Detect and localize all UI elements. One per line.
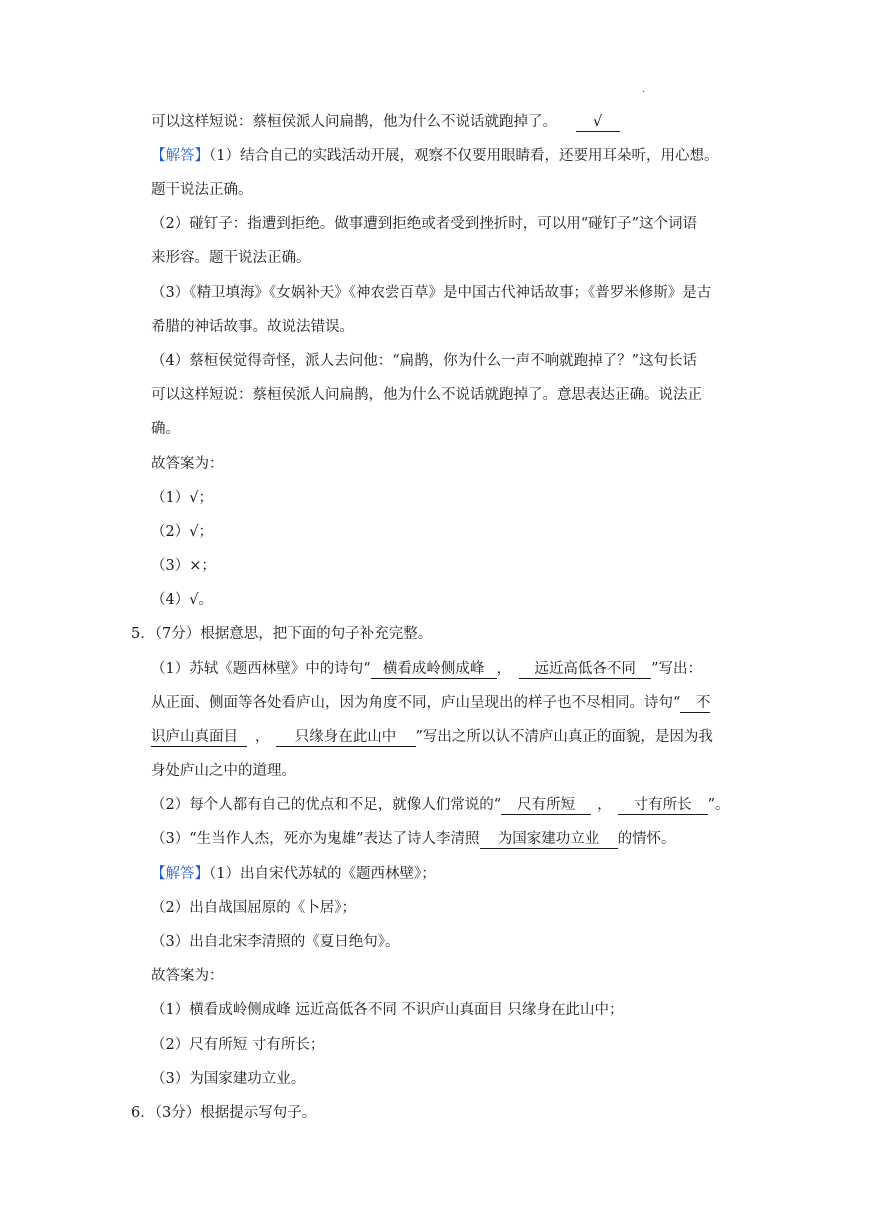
conclusion-label: 故答案为： [151,968,224,984]
q5-sub1-line1 [151,659,702,679]
prompt-text: 的情怀。 [617,831,676,847]
answer-tag: 【解答】 [151,148,209,164]
conclusion-label: 故答案为： [151,456,224,472]
separator: ， [496,661,512,677]
answer-line: （4）蔡桓侯觉得奇怪，派人去问他：“扁鹊，你为什么一声不响就跑掉了？”这句长话 [151,353,698,369]
result-line: （1）√； [151,490,213,506]
result-line: （2）尺有所短 寸有所长； [151,1037,325,1053]
fill-blank: 横看成岭侧成峰 [371,661,497,679]
q5-sub1-line4: 身处庐山之中的道理。 [151,763,296,779]
prompt-text: 从正面、侧面等各处看庐山，因为角度不同，庐山呈现出的样子也不尽相同。诗句“ [151,695,681,711]
page-dot: . [642,84,646,95]
result-line: （3）为国家建功立业。 [151,1071,306,1087]
answer-blank: √ [576,114,620,132]
prompt-text: （2）每个人都有自己的优点和不足，就像人们常说的“ [151,797,502,813]
fill-blank: 寸有所长 [618,797,708,815]
fill-blank: 只缘身在此山中 [276,729,416,747]
prompt-text: ”。 [707,797,730,813]
answer-line: 题干说法正确。 [151,182,253,198]
answer-line: （3）《精卫填海》《女娲补天》《神农尝百草》是中国古代神话故事；《普罗米修斯》是古 [151,285,712,301]
fill-blank: 尺有所短 [501,797,591,815]
answer-line: 可以这样短说：蔡桓侯派人问扁鹊，他为什么不说话就跑掉了。意思表达正确。说法正 [151,387,702,403]
q5-sub1-line3 [151,727,713,747]
separator: ， [597,797,612,813]
answer-line [151,146,718,166]
prompt-text: ”写出： [651,661,703,677]
answer-line: （3）出自北宋李清照的《夏日绝句》。 [151,934,400,950]
result-line: （3）×； [151,558,216,574]
answer-line: 确。 [151,421,180,437]
result-line: （1）横看成岭侧成峰 远近高低各不同 不识庐山真面目 只缘身在此山中； [151,1002,624,1018]
answer-line: （2）碰钉子：指遭到拒绝。做事遭到拒绝或者受到挫折时，可以用“碰钉子”这个词语 [151,216,698,232]
fill-blank: 不 [680,695,710,713]
answer-line: （2）出自战国屈原的《卜居》； [151,900,356,916]
question-6-stem: 6．（3分）根据提示写句子。 [131,1105,317,1121]
fill-blank: 识庐山真面目 [151,729,247,747]
answer-line: 希腊的神话故事。故说法错误。 [151,319,354,335]
statement-text: 可以这样短说：蔡桓侯派人问扁鹊，他为什么不说话就跑掉了。 [151,114,557,130]
fill-blank: 远近高低各不同 [519,661,651,679]
answer-text: （1）出自宋代苏轼的《题西林壁》； [209,866,436,882]
q4-statement-tail [151,112,620,132]
result-line: （2）√； [151,524,213,540]
prompt-text: （1）苏轼《题西林壁》中的诗句“ [151,661,371,677]
q5-sub3-line [151,829,676,849]
result-line: （4）√。 [151,592,213,608]
prompt-text: （3）“生当作人杰，死亦为鬼雄”表达了诗人李清照 [151,831,480,847]
q5-sub1-line2 [151,693,710,713]
prompt-text: ”写出之所以认不清庐山真正的面貌，是因为我 [415,729,713,745]
answer-text: （1）结合自己的实践活动开展，观察不仅要用眼睛看，还要用耳朵听，用心想。 [209,148,719,164]
question-5-stem: 5．（7分）根据意思，把下面的句子补充完整。 [131,626,433,642]
q5-sub2-line [151,795,730,815]
answer-line: 来形容。题干说法正确。 [151,250,311,266]
answer-tag: 【解答】 [151,866,209,882]
fill-blank: 为国家建功立业 [480,831,618,849]
answer-line [151,864,436,884]
separator: ， [255,729,270,745]
